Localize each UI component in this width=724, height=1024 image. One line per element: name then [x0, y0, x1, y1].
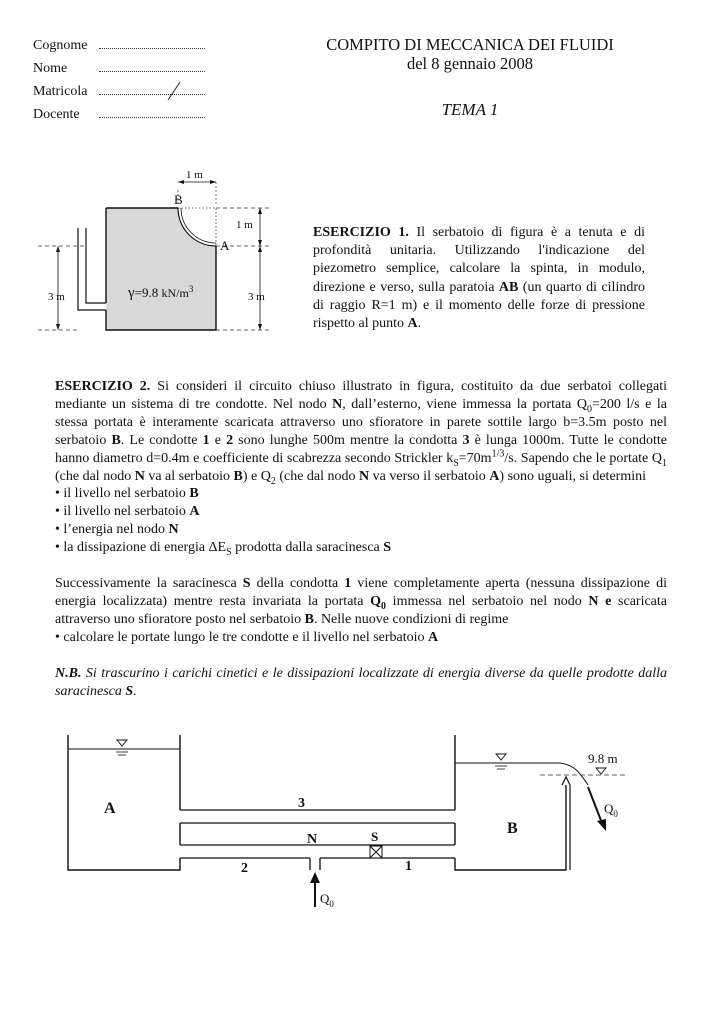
- valve-s-label: S: [371, 829, 379, 844]
- docente-label: Docente: [33, 107, 80, 122]
- bullet-2: • il livello nel serbatoio A: [55, 504, 200, 520]
- piezometer: [78, 228, 106, 310]
- tank-fluid: [106, 208, 216, 330]
- exercise-1-text: ESERCIZIO 1. Il serbatoio di figura è a tenuta e di profondità unitaria. Utilizzando l'indicazione del piezometro semplice, calcolare la spinta, in modulo, direzione e verso, sulla paratoia AB (un quarto di cilindro di raggio R=1 m) e il momento delle forze di pressione rispetto al punto A.: [313, 225, 645, 332]
- bullet-5: • calcolare le portate lungo le tre condotte e il livello nel serbatoio A: [55, 629, 439, 645]
- dim-left-3m: 3 m: [48, 291, 65, 303]
- tank-a-label: A: [104, 800, 116, 817]
- figure-pipe-circuit: [0, 725, 724, 925]
- tank-b-walls: [455, 735, 566, 870]
- point-b-label: B: [174, 192, 183, 207]
- nome-field[interactable]: [99, 61, 205, 72]
- outflow-q0-label: $Q_0$: [604, 801, 618, 819]
- nome-label: Nome: [33, 61, 68, 76]
- dim-top-1m: 1 m: [186, 169, 203, 181]
- inflow-q0-label: $Q_0$: [320, 891, 334, 909]
- form-nome[interactable]: [33, 61, 205, 79]
- figure-tank-gate: [30, 160, 320, 340]
- docente-field[interactable]: [99, 107, 205, 118]
- exam-title: COMPITO DI MECCANICA DEI FLUIDI: [326, 35, 614, 54]
- form-docente[interactable]: [33, 107, 205, 125]
- exercise-2-paragraph-2: Successivamente la saracinesca S della condotta 1 viene completamente aperta (nessuna dissipazione di energia localizzata) mentre resta invariata la portata $Q_0$ immessa nel serbatoio nel nodo N e scaricata attraverso uno sfioratore posto nel serbatoio B. Nelle nuove condizioni di regime: [55, 576, 667, 627]
- matricola-field[interactable]: [99, 84, 205, 95]
- gamma-label: γ=9.8 $kN/m^3$: [128, 284, 194, 301]
- bullet-1: • il livello nel serbatoio B: [55, 486, 199, 502]
- exercise-2-text: [55, 378, 667, 701]
- form-cognome[interactable]: [33, 38, 205, 56]
- point-a-label: A: [220, 238, 230, 253]
- dim-right-3m: 3 m: [248, 291, 265, 303]
- weir-height-label: 9.8 m: [588, 751, 618, 766]
- pipe-3-label: 3: [298, 796, 305, 811]
- cognome-label: Cognome: [33, 38, 88, 53]
- cognome-field[interactable]: [99, 38, 205, 49]
- bullet-3: • l’energia nel nodo N: [55, 522, 179, 538]
- bullet-4: • la dissipazione di energia $\Delta E_S$ prodotta dalla saracinesca S: [55, 540, 392, 558]
- pipe-1-label: 1: [405, 859, 412, 874]
- exam-tema: TEMA 1: [441, 100, 499, 119]
- node-n-label: N: [307, 832, 318, 847]
- valve-s: [370, 846, 382, 858]
- note-nb: N.B. Si trascurino i carichi cinetici e le dissipazioni localizzate di energia diverse da quelle prodotte dalla saracinesca S.: [55, 665, 667, 699]
- matricola-slash-mark: [164, 80, 184, 102]
- pipe-2-label: 2: [241, 861, 248, 876]
- exercise-2-paragraph-1: ESERCIZIO 2. Si consideri il circuito chiuso illustrato in figura, costituito da due serbatoi collegati mediante un sistema di tre condotte. Nel nodo N, dall’esterno, viene immessa la portata $Q_0=200$ l/s e la stessa portata è interamente scaricata attraverso uno sfioratore in parete sottile largo b=3.5m posto nel serbatoio B. Le condotte 1 e 2 sono lunghe 500m mentre la condotta 3 è lunga 1000m. Tutte le condotte hanno diametro d=0.4m e coefficiente di scabrezza secondo Strickler $k_S=70m^{1/3}/s$. Sapendo che le portate $Q_1$ (che dal nodo N va al serbatoio B) e $Q_2$ (che dal nodo N va verso il serbatoio A) sono uguali, si determini: [55, 379, 667, 487]
- matricola-label: Matricola: [33, 84, 88, 99]
- dim-right-1m: 1 m: [236, 219, 253, 231]
- exam-date: del 8 gennaio 2008: [406, 54, 533, 73]
- tank-b-label: B: [507, 820, 518, 837]
